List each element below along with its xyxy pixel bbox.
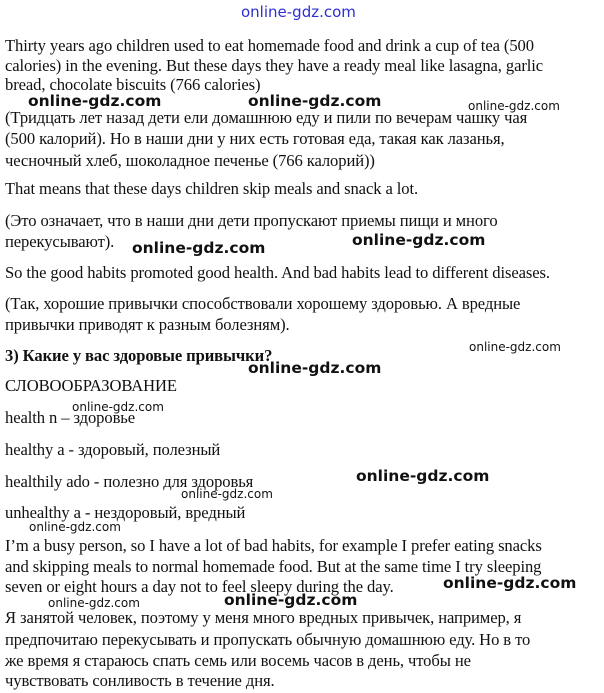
text-line: Thirty years ago children used to eat homemade food and drink a cup of tea (500 [5,36,534,55]
text-line: предпочитаю перекусывать и пропускать обычную домашнюю еду. Но в то [5,630,531,649]
text-line: calories) in the evening. But these days they have a ready meal like lasagna, garlic [5,56,544,75]
watermark: online-gdz.com [132,239,266,257]
text-line: (Так, хорошие привычки способствовали хорошему здоровью. А вредные [5,294,521,313]
text-line: (500 калорий). Но в наши дни у них есть готовая еда, такая как лазанья, [5,129,505,148]
watermark: online-gdz.com [248,92,382,110]
text-line: чувствовать сонливость в течение дня. [5,671,275,690]
word-entry: health n – здоровье [5,408,136,427]
text-line: and skipping meals to normal homemade food. But at the same time I try sleeping [5,557,542,576]
text-line: I’m a busy person, so I have a lot of bad habits, for example I prefer eating snacks [5,536,542,555]
text-line: привычки приводят к разным болезням). [5,315,290,334]
watermark: online-gdz.com [28,92,162,110]
watermark: online-gdz.com [352,231,486,249]
site-header-watermark: online-gdz.com [241,3,356,21]
text-line: seven or eight hours a day not to feel sleepy during the day. [5,577,394,596]
watermark: online-gdz.com [29,520,121,534]
text-line: bread, chocolate biscuits (766 calories) [5,75,261,94]
watermark: online-gdz.com [248,359,382,377]
word-entry: unhealthy a - нездоровый, вредный [5,503,246,522]
text-line: So the good habits promoted good health. And bad habits lead to different diseases. [5,263,550,282]
text-line: же время я стараюсь спать семь или восемь часов в день, чтобы не [5,651,471,670]
text-line: чесночный хлеб, шоколадное печенье (766 калорий)) [5,151,375,170]
watermark: online-gdz.com [72,400,164,414]
watermark: online-gdz.com [224,591,358,609]
watermark: online-gdz.com [469,340,561,354]
text-line: Я занятой человек, поэтому у меня много вредных привычек, например, я [5,608,522,627]
watermark: online-gdz.com [181,487,273,501]
watermark: online-gdz.com [443,574,577,592]
text-line: That means that these days children skip meals and snack a lot. [5,179,419,198]
word-entry: healthily adо - полезно для здоровья [5,472,254,491]
section-title: СЛОВООБРАЗОВАНИЕ [5,376,177,395]
watermark: online-gdz.com [468,99,560,113]
text-line: перекусывают). [5,232,115,251]
word-entry: healthy a - здоровый, полезный [5,440,221,459]
section-heading: 3) Какие у вас здоровые привычки? [5,346,273,365]
text-line: (Тридцать лет назад дети ели домашнюю еду и пили по вечерам чашку чая [5,108,528,127]
text-line: (Это означает, что в наши дни дети пропускают приемы пищи и много [5,211,498,230]
watermark: online-gdz.com [356,467,490,485]
watermark: online-gdz.com [48,596,140,610]
